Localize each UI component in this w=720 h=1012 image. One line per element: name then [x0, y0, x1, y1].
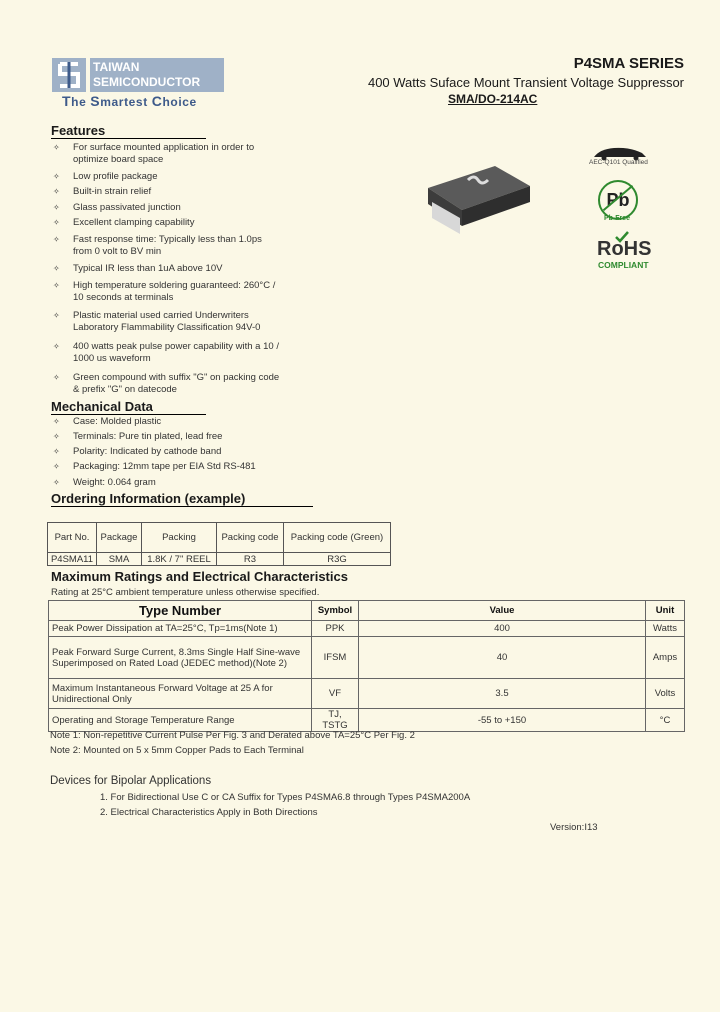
feature-item-text: Fast response time: Typically less than 1.0ps from 0 volt to BV min: [73, 234, 262, 257]
ratings-cell-symbol: IFSM: [312, 637, 359, 679]
bullet-icon: ✧: [53, 172, 60, 181]
company-name: [90, 58, 224, 92]
ordering-header-cell: Packing code (Green): [284, 523, 391, 553]
mechanical-heading: Mechanical Data: [51, 399, 206, 415]
product-subtitle: 400 Watts Suface Mount Transient Voltage Suppressor: [367, 75, 684, 90]
ratings-row: [49, 679, 685, 709]
mechanical-item-text: Packaging: 12mm tape per EIA Std RS-481: [73, 461, 256, 472]
bipolar-item: 1. For Bidirectional Use C or CA Suffix for Types P4SMA6.8 through Types P4SMA200A: [100, 792, 471, 803]
feature-item-text: Low profile package: [73, 171, 158, 182]
aec-label: AEC-Q101 Qualified: [589, 159, 648, 166]
feature-item-text: Excellent clamping capability: [73, 217, 195, 228]
feature-item: [53, 142, 293, 168]
bullet-icon: ✧: [53, 311, 60, 320]
ratings-cell-symbol: PPK: [312, 621, 359, 637]
ordering-header-cell: Packing code: [217, 523, 284, 553]
ordering-header-row: [48, 523, 391, 553]
feature-item-text: High temperature soldering guaranteed: 260°C / 10 seconds at terminals: [73, 280, 276, 303]
company-tagline: The Smartest Choice: [62, 93, 197, 109]
bullet-icon: ✧: [53, 235, 60, 244]
feature-item-text: 400 watts peak pulse power capability with a 10 / 1000 us waveform: [73, 341, 279, 364]
bullet-icon: ✧: [53, 143, 60, 152]
ratings-cell-value: 40: [359, 637, 646, 679]
feature-item: [53, 341, 293, 367]
bullet-icon: ✧: [53, 478, 60, 487]
bullet-icon: ✧: [53, 342, 60, 351]
ratings-cell-param: Operating and Storage Temperature Range: [49, 709, 312, 732]
bullet-icon: ✧: [53, 203, 60, 212]
ratings-row: [49, 709, 685, 732]
feature-item: [53, 310, 293, 336]
feature-item: [53, 234, 293, 260]
note-2: Note 2: Mounted on 5 x 5mm Copper Pads to Each Terminal: [50, 745, 304, 756]
ordering-cell: SMA: [97, 553, 142, 566]
ratings-row: [49, 621, 685, 637]
ratings-header-cell: Value: [359, 601, 646, 621]
ratings-header-cell: Unit: [646, 601, 685, 621]
ratings-cell-symbol: VF: [312, 679, 359, 709]
bullet-icon: ✧: [53, 432, 60, 441]
ratings-cell-param: Peak Forward Surge Current, 8.3ms Single Half Sine-wave Superimposed on Rated Load (JEDEC method)(Note 2): [49, 637, 312, 679]
company-name-line2: SEMICONDUCTOR: [93, 75, 201, 89]
bullet-icon: ✧: [53, 264, 60, 273]
feature-item-text: Built-in strain relief: [73, 186, 152, 197]
ordering-heading: Ordering Information (example): [51, 491, 313, 507]
mechanical-item-text: Polarity: Indicated by cathode band: [73, 446, 222, 457]
features-heading: Features: [51, 123, 206, 139]
company-name-line1: TAIWAN: [93, 60, 140, 74]
bullet-icon: ✧: [53, 373, 60, 382]
feature-item: [53, 372, 293, 398]
bipolar-heading: Devices for Bipolar Applications: [50, 775, 212, 787]
ordering-header-cell: Part No.: [48, 523, 97, 553]
ratings-cell-unit: °C: [646, 709, 685, 732]
mechanical-item-text: Weight: 0.064 gram: [73, 477, 156, 488]
pb-symbol: Pb: [606, 190, 630, 210]
rohs-compliant-label: COMPLIANT: [598, 260, 649, 270]
mechanical-item-text: Terminals: Pure tin plated, lead free: [73, 431, 223, 442]
ratings-row: [49, 637, 685, 679]
bullet-icon: ✧: [53, 187, 60, 196]
ratings-body: [49, 621, 685, 732]
ratings-header-cell: Symbol: [312, 601, 359, 621]
bullet-icon: ✧: [53, 218, 60, 227]
bullet-icon: ✧: [53, 447, 60, 456]
sma-package-image: [420, 158, 540, 243]
rohs-label: RoHS: [597, 238, 652, 260]
ratings-cell-param: Peak Power Dissipation at TA=25°C, Tp=1ms(Note 1): [49, 621, 312, 637]
mechanical-item-text: Case: Molded plastic: [73, 416, 162, 427]
ratings-heading: Maximum Ratings and Electrical Characteristics: [51, 569, 348, 584]
company-logo-mark: [52, 58, 86, 92]
ordering-header-cell: Packing: [142, 523, 217, 553]
feature-item: [53, 280, 293, 306]
package-type: SMA/DO-214AC: [448, 92, 538, 106]
pb-free-label: Pb-Free: [604, 215, 631, 222]
note-1: Note 1: Non-repetitive Current Pulse Per Fig. 3 and Derated above TA=25°C Per Fig. 2: [50, 730, 415, 741]
ratings-cell-unit: Watts: [646, 621, 685, 637]
ratings-cell-value: 400: [359, 621, 646, 637]
ordering-cell: P4SMA11: [48, 553, 97, 566]
ratings-cell-value: 3.5: [359, 679, 646, 709]
bullet-icon: ✧: [53, 417, 60, 426]
ordering-table: [47, 522, 391, 566]
ratings-table: [48, 600, 685, 732]
ratings-cell-value: -55 to +150: [359, 709, 646, 732]
feature-item-text: Typical IR less than 1uA above 10V: [73, 263, 223, 274]
ordering-cell: R3: [217, 553, 284, 566]
feature-item-text: Glass passivated junction: [73, 202, 181, 213]
ratings-cell-symbol: TJ, TSTG: [312, 709, 359, 732]
ordering-row: [48, 553, 391, 566]
ratings-header-cell: Type Number: [49, 601, 312, 621]
ordering-cell: 1.8K / 7" REEL: [142, 553, 217, 566]
version-label: Version:I13: [550, 822, 598, 833]
feature-item-text: Green compound with suffix "G" on packing code & prefix "G" on datecode: [73, 372, 280, 395]
bullet-icon: ✧: [53, 462, 60, 471]
bullet-icon: ✧: [53, 281, 60, 290]
ratings-cell-unit: Amps: [646, 637, 685, 679]
ratings-subtitle: Rating at 25°C ambient temperature unless otherwise specified.: [51, 587, 320, 598]
ordering-header-cell: Package: [97, 523, 142, 553]
ratings-header-row: [49, 601, 685, 621]
feature-item-text: Plastic material used carried Underwriters Laboratory Flammability Classification 94V-0: [73, 310, 261, 333]
series-title: P4SMA SERIES: [573, 55, 684, 72]
bipolar-item: 2. Electrical Characteristics Apply in Both Directions: [100, 807, 318, 818]
ratings-cell-unit: Volts: [646, 679, 685, 709]
feature-item-text: For surface mounted application in order to optimize board space: [73, 142, 255, 165]
ordering-cell: R3G: [284, 553, 391, 566]
ratings-cell-param: Maximum Instantaneous Forward Voltage at 25 A for Unidirectional Only: [49, 679, 312, 709]
